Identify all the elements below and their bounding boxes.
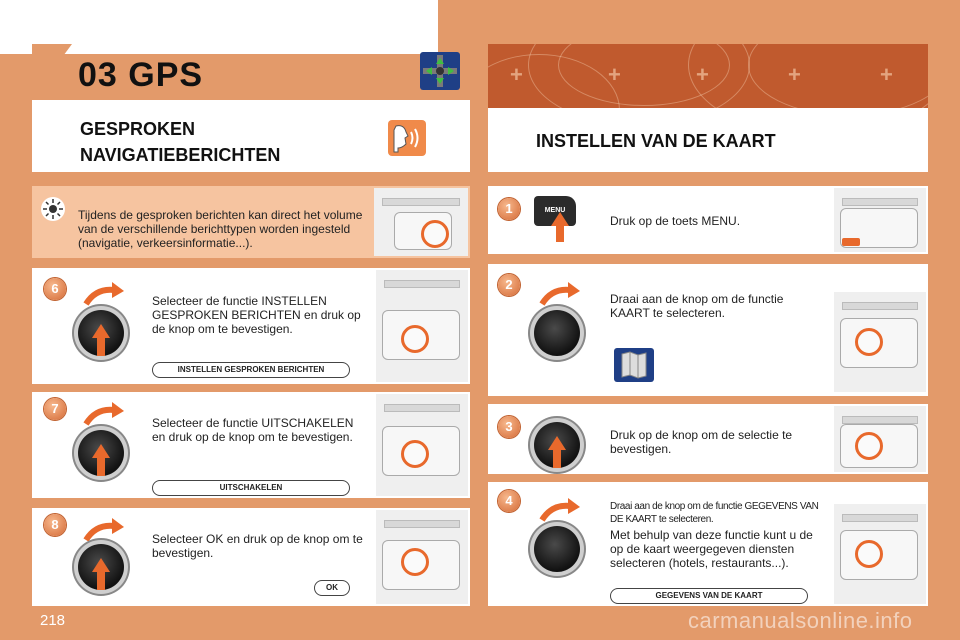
screen-label-4: GEGEVENS VAN DE KAART (610, 588, 808, 604)
step-text-2: Draai aan de knop om de functie KAART te selecteren. (610, 292, 784, 320)
step-number-3: 3 (498, 416, 520, 438)
push-arrow-head (92, 558, 110, 572)
topographic-banner: + + + + + (488, 44, 928, 172)
page-number: 218 (40, 612, 66, 629)
step-number-1: 1 (498, 198, 520, 220)
push-arrow-head (92, 324, 110, 338)
knob-icon (534, 310, 580, 356)
rotate-arrow-icon (82, 280, 126, 308)
screen-label-8: OK (314, 580, 350, 596)
step-text-3: Druk op de knop om de selectie te bevestigen. (610, 428, 793, 456)
step-number-7: 7 (44, 398, 66, 420)
radio-panel-icon (374, 188, 468, 256)
knob-icon (534, 526, 580, 572)
screen-label-6: INSTELLEN GESPROKEN BERICHTEN (152, 362, 350, 378)
radio-panel-icon (834, 188, 926, 252)
knob-push-arrow (97, 336, 105, 356)
highlight-ring (401, 325, 429, 353)
highlight-ring (401, 548, 429, 576)
screen-label-7: UITSCHAKELEN (152, 480, 350, 496)
step-text-4: Met behulp van deze functie kunt u de op de kaart weergegeven diensten selecteren (hotels, restaurants...). (610, 528, 813, 570)
highlight-ring (401, 440, 429, 468)
map-folder-icon (614, 348, 654, 382)
gps-junction-icon (420, 52, 460, 90)
rotate-arrow-icon (82, 400, 126, 428)
step-number-4: 4 (498, 490, 520, 512)
knob-push-arrow (97, 456, 105, 476)
step-text-6: Selecteer de functie INSTELLEN GESPROKEN BERICHTEN en druk op de knop om te bevestigen. (152, 294, 361, 336)
knob-push-arrow (553, 448, 561, 468)
left-section-title-1: GESPROKEN (80, 119, 196, 139)
menu-key-icon: MENU (534, 196, 576, 226)
tip-text: Tijdens de gesproken berichten kan direct het volume van de verschillende berichttypen worden ingesteld (navigatie, verkeersinformatie...). (78, 208, 363, 250)
step-number-6: 6 (44, 278, 66, 300)
rotate-arrow-icon (538, 280, 582, 308)
step-number-2: 2 (498, 274, 520, 296)
press-arrow-stem (556, 224, 564, 242)
step-text-7: Selecteer de functie UITSCHAKELEN en druk op de knop om te bevestigen. (152, 416, 354, 444)
left-section-title-2: NAVIGATIEBERICHTEN (80, 145, 281, 165)
highlight-ring (855, 432, 883, 460)
highlight-ring (855, 328, 883, 356)
highlight-ring (421, 220, 449, 248)
press-arrow-head (551, 212, 569, 226)
header-cut (32, 44, 72, 98)
push-arrow-head (548, 436, 566, 450)
voice-speaking-icon (388, 120, 426, 156)
rotate-arrow-icon (538, 496, 582, 524)
step-text-4-select: Draai aan de knop om de functie GEGEVENS VAN DE KAART te selecteren. (610, 501, 819, 525)
tip-sun-icon (40, 196, 66, 222)
rotate-arrow-icon (82, 516, 126, 544)
highlight-ring (855, 540, 883, 568)
push-arrow-head (92, 444, 110, 458)
chapter-title: 03 GPS (78, 56, 204, 94)
knob-push-arrow (97, 570, 105, 590)
watermark: carmanualsonline.info (688, 608, 913, 633)
right-section-title: INSTELLEN VAN DE KAART (536, 131, 776, 151)
step-text-8: Selecteer OK en druk op de knop om te bevestigen. (152, 532, 363, 560)
step-text-1: Druk op de toets MENU. (610, 214, 741, 228)
step-number-8: 8 (44, 514, 66, 536)
